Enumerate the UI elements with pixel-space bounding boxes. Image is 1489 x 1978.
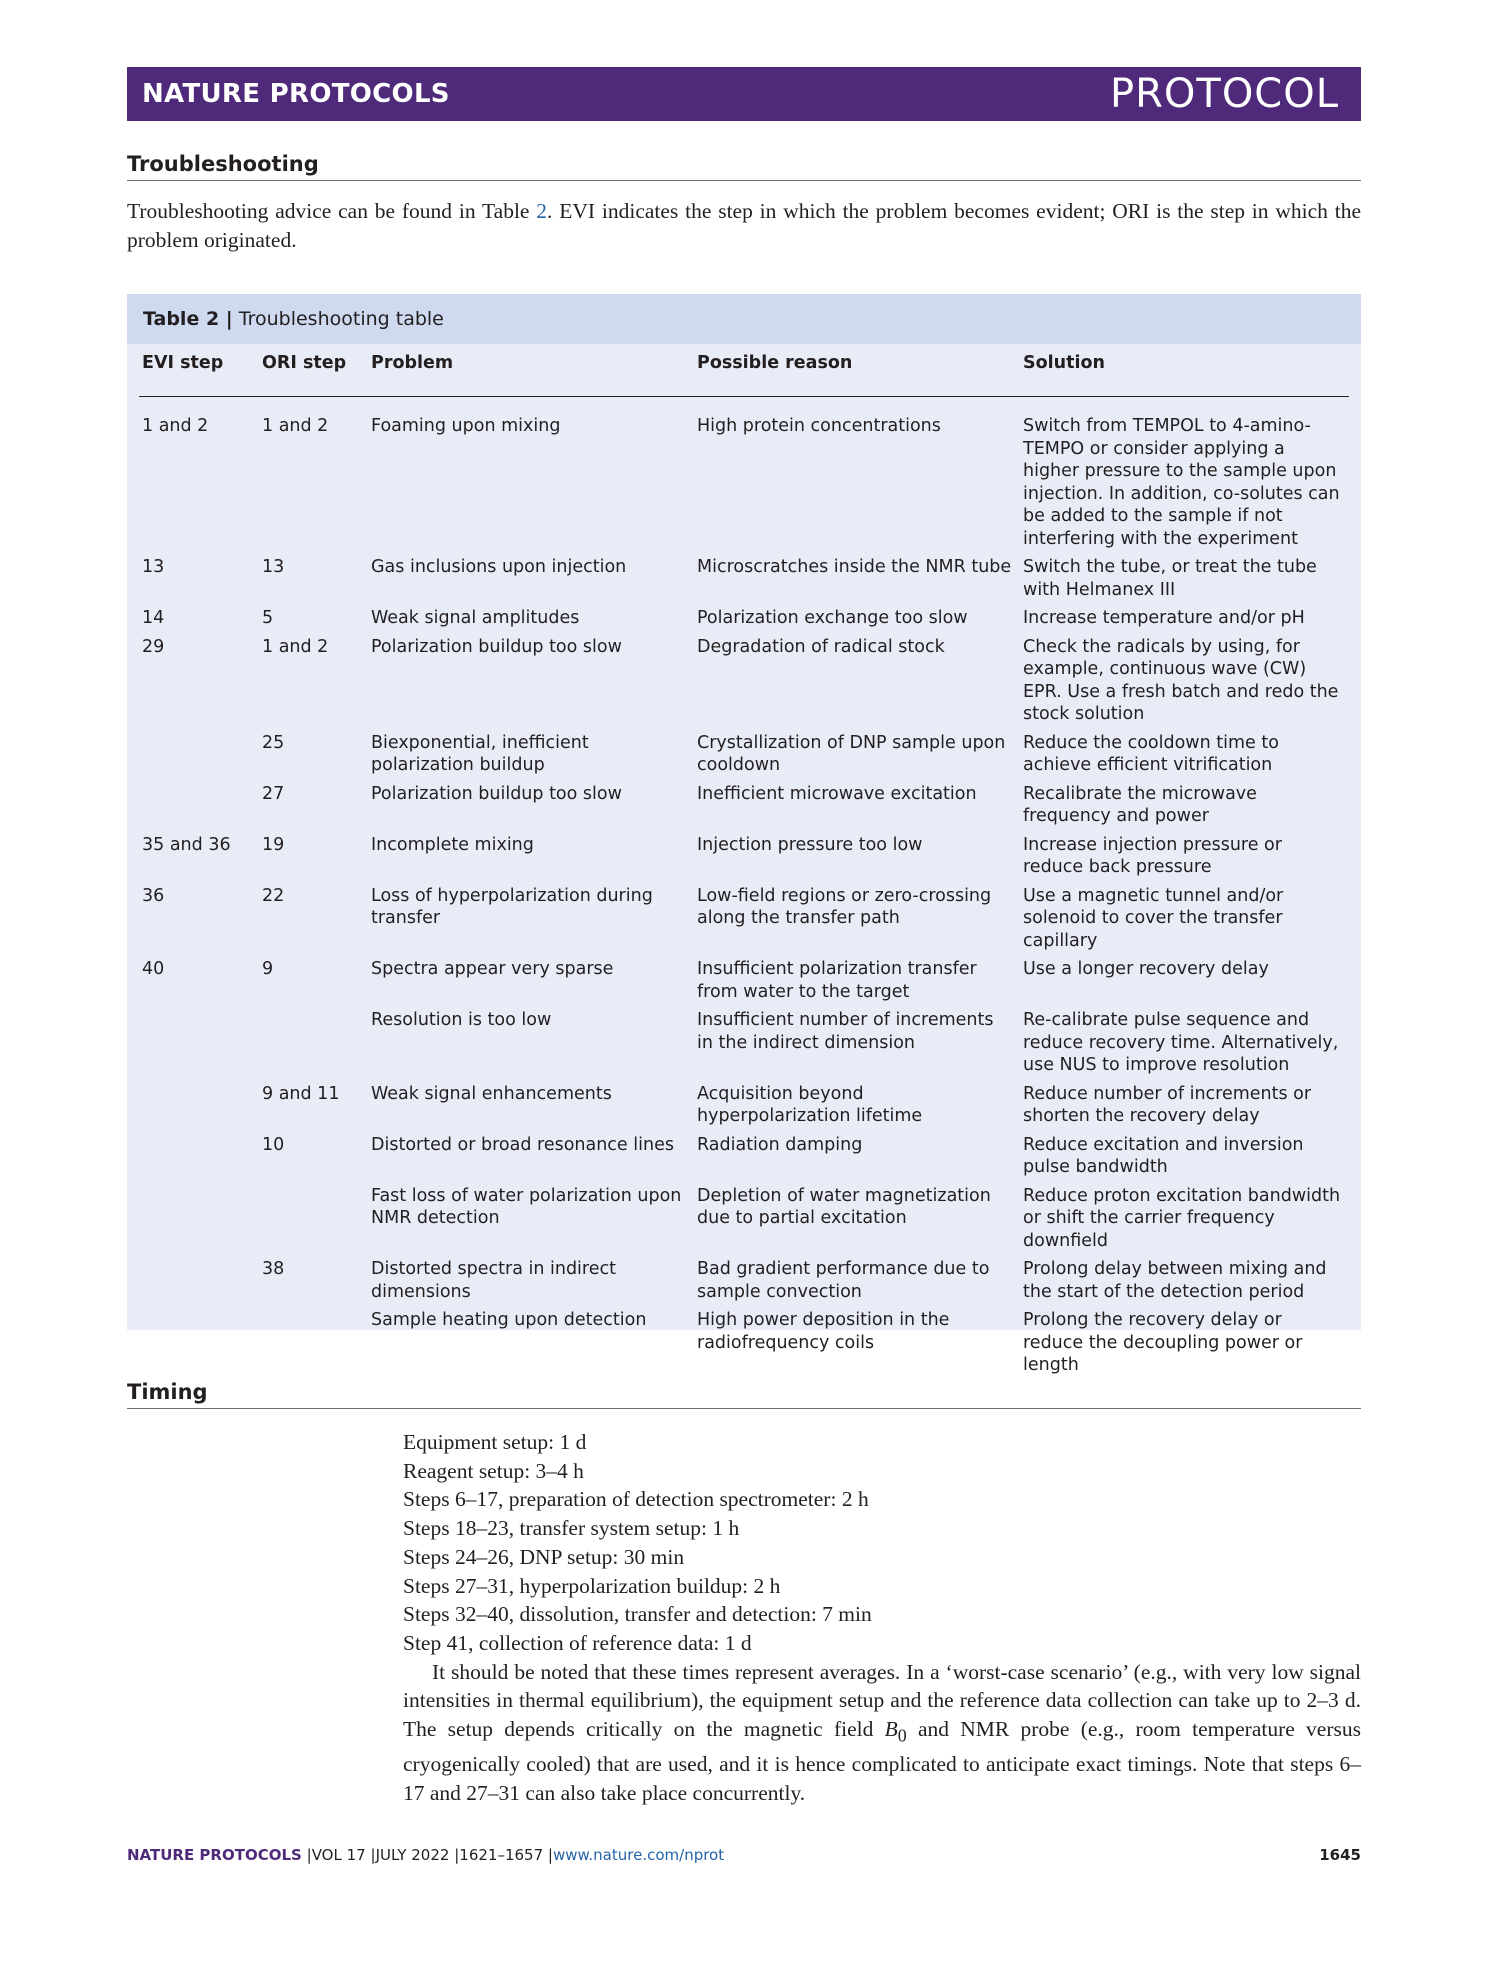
cell-evi-step: [139, 1134, 259, 1185]
cell-evi-step: [139, 783, 259, 834]
footer-pages: 1621–1657: [459, 1846, 544, 1864]
cell-problem: Polarization buildup too slow: [371, 636, 622, 657]
cell-evi-step: [139, 1185, 259, 1259]
table-row: [139, 556, 1349, 607]
cell-problem: Weak signal amplitudes: [371, 608, 580, 628]
table-row: [139, 1134, 1349, 1185]
cell-evi-step: 13: [142, 557, 165, 577]
table-row: [139, 1185, 1349, 1259]
cell-ori-step: 10: [262, 1134, 285, 1155]
table-reference-link[interactable]: 2: [536, 199, 548, 223]
table-row: [139, 636, 1349, 732]
cell-evi-step: 36: [142, 885, 165, 906]
cell-solution: Reduce the cooldown time to achieve efficient vitrification: [1023, 732, 1279, 775]
table-row: [139, 834, 1349, 885]
timing-note-start: It should be noted that these times represent averages. In a ‘worst-case scenario’ (e.g., with very low signal intensities in thermal equilibrium), the equipment setup and the reference data collection can take up to 2–3 d. The setup depends critically on the magnetic field: [403, 1659, 1361, 1742]
cell-problem: Distorted spectra in indirect dimensions: [371, 1259, 616, 1302]
table-row: [139, 1309, 1349, 1383]
cell-possible-reason: Polarization exchange too slow: [697, 608, 968, 628]
cell-ori-step: 13: [262, 557, 285, 577]
cell-ori-step: [259, 1309, 368, 1383]
footer-sep: |: [547, 1846, 553, 1864]
cell-problem: Resolution is too low: [371, 1010, 552, 1030]
cell-ori-step: 19: [262, 834, 285, 855]
intro-text-start: Troubleshooting advice can be found in Table: [127, 199, 537, 223]
journal-banner: [127, 67, 1361, 121]
timing-item: Steps 6–17, preparation of detection spectrometer: 2 h: [403, 1487, 869, 1512]
cell-solution: Switch from TEMPOL to 4-amino-TEMPO or consider applying a higher pressure to the sample upon injection. In addition, co-solutes can be added to the sample if not interfering with the experiment: [1023, 416, 1340, 549]
column-header-possible-reason: Possible reason: [694, 350, 1020, 397]
field-subscript: 0: [897, 1725, 907, 1746]
timing-item: Step 41, collection of reference data: 1 d: [403, 1630, 752, 1655]
cell-possible-reason: Crystallization of DNP sample upon cooldown: [697, 732, 1006, 775]
timing-item: Reagent setup: 3–4 h: [403, 1458, 584, 1483]
footer-sep: |: [370, 1846, 376, 1864]
footer-sep: |: [454, 1846, 460, 1864]
cell-problem: Biexponential, inefficient polarization buildup: [371, 732, 589, 775]
cell-problem: Polarization buildup too slow: [371, 783, 622, 804]
column-header-solution: Solution: [1020, 350, 1349, 397]
cell-ori-step: 5: [262, 608, 274, 628]
timing-item: Steps 24–26, DNP setup: 30 min: [403, 1544, 685, 1569]
table-row: [139, 397, 1349, 557]
footer-sep: |: [306, 1846, 312, 1864]
table-row: [139, 885, 1349, 959]
footer-journal: NATURE PROTOCOLS: [127, 1846, 302, 1864]
cell-problem: Distorted or broad resonance lines: [371, 1134, 674, 1155]
cell-ori-step: [259, 1009, 368, 1083]
table-row: [139, 1083, 1349, 1134]
timing-note: [403, 1658, 1361, 1808]
cell-possible-reason: Bad gradient performance due to sample convection: [697, 1259, 990, 1302]
cell-ori-step: 27: [262, 783, 285, 804]
cell-problem: Spectra appear very sparse: [371, 959, 614, 979]
footer-date: JULY 2022: [375, 1846, 450, 1864]
cell-solution: Use a magnetic tunnel and/or solenoid to cover the transfer capillary: [1023, 885, 1284, 951]
troubleshooting-heading: Troubleshooting: [127, 152, 1361, 181]
cell-ori-step: 1 and 2: [262, 416, 329, 436]
troubleshooting-intro: [127, 197, 1361, 255]
cell-possible-reason: Low-field regions or zero-crossing along the transfer path: [697, 885, 992, 928]
cell-ori-step: 9 and 11: [262, 1083, 340, 1104]
cell-solution: Reduce proton excitation bandwidth or shift the carrier frequency downfield: [1023, 1185, 1341, 1251]
cell-evi-step: [139, 1083, 259, 1134]
cell-solution: Increase temperature and/or pH: [1023, 608, 1305, 628]
table-header-row: [139, 350, 1349, 397]
cell-possible-reason: Acquisition beyond hyperpolarization lifetime: [697, 1083, 923, 1126]
timing-item: Steps 27–31, hyperpolarization buildup: 2 h: [403, 1573, 781, 1598]
page-number: 1645: [1319, 1846, 1361, 1864]
timing-heading: Timing: [127, 1380, 1361, 1409]
timing-item: Equipment setup: 1 d: [403, 1430, 587, 1454]
column-header-evi-step: EVI step: [139, 350, 259, 397]
cell-evi-step: [139, 1009, 259, 1083]
page-footer: [127, 1846, 1361, 1864]
troubleshooting-grid: [139, 350, 1349, 1383]
table-caption-title: Troubleshooting table: [238, 308, 444, 330]
cell-solution: Prolong the recovery delay or reduce the decoupling power or length: [1023, 1310, 1303, 1375]
cell-possible-reason: Degradation of radical stock: [697, 636, 945, 657]
cell-solution: Increase injection pressure or reduce back pressure: [1023, 834, 1282, 877]
cell-solution: Reduce excitation and inversion pulse bandwidth: [1023, 1134, 1304, 1177]
table-row: [139, 732, 1349, 783]
journal-name: NATURE PROTOCOLS: [142, 79, 450, 109]
cell-evi-step: 29: [142, 636, 165, 657]
table-caption-label: Table 2 |: [143, 308, 233, 330]
column-header-problem: Problem: [368, 350, 694, 397]
footer-volume: VOL 17: [311, 1846, 366, 1864]
cell-possible-reason: High power deposition in the radiofrequency coils: [697, 1310, 950, 1353]
timing-note-end: and NMR probe (e.g., room temperature versus cryogenically cooled) that are used, and it is hence complicated to anticipate exact timings. Note that steps 6–17 and 27–31 can also take place concurrently.: [403, 1717, 1361, 1805]
cell-evi-step: [139, 1258, 259, 1309]
cell-ori-step: 25: [262, 732, 285, 753]
cell-possible-reason: Microscratches inside the NMR tube: [697, 557, 1012, 577]
cell-evi-step: [139, 732, 259, 783]
cell-solution: Recalibrate the microwave frequency and power: [1023, 783, 1257, 826]
cell-possible-reason: Insufficient polarization transfer from water to the target: [697, 959, 977, 1002]
table-row: [139, 607, 1349, 636]
cell-solution: Prolong delay between mixing and the start of the detection period: [1023, 1259, 1327, 1302]
table-row: [139, 783, 1349, 834]
table-row: [139, 1009, 1349, 1083]
timing-item: Steps 18–23, transfer system setup: 1 h: [403, 1516, 740, 1541]
footer-url-link[interactable]: www.nature.com/nprot: [552, 1846, 725, 1864]
timing-item: Steps 32–40, dissolution, transfer and detection: 7 min: [403, 1602, 872, 1627]
cell-problem: Fast loss of water polarization upon NMR detection: [371, 1185, 682, 1228]
cell-solution: Switch the tube, or treat the tube with Helmanex III: [1023, 557, 1317, 600]
cell-evi-step: 40: [142, 959, 165, 979]
column-header-ori-step: ORI step: [259, 350, 368, 397]
cell-possible-reason: Depletion of water magnetization due to partial excitation: [697, 1185, 991, 1228]
intro-text-end: . EVI indicates the step in which the problem becomes evident; ORI is the step in which the problem originated.: [127, 199, 1361, 252]
cell-problem: Loss of hyperpolarization during transfer: [371, 885, 653, 928]
table-row: [139, 958, 1349, 1009]
cell-solution: Use a longer recovery delay: [1023, 959, 1269, 979]
timing-section: [403, 1428, 1361, 1807]
cell-problem: Foaming upon mixing: [371, 416, 561, 436]
cell-solution: Re-calibrate pulse sequence and reduce recovery time. Alternatively, use NUS to improve resolution: [1023, 1010, 1339, 1075]
cell-problem: Sample heating upon detection: [371, 1310, 647, 1330]
cell-evi-step: 35 and 36: [142, 834, 231, 855]
troubleshooting-table: [127, 294, 1361, 1375]
cell-solution: Check the radicals by using, for example, continuous wave (CW) EPR. Use a fresh batch and redo the stock solution: [1023, 636, 1339, 724]
table-caption: [127, 294, 1361, 344]
cell-possible-reason: Radiation damping: [697, 1134, 863, 1155]
cell-evi-step: 14: [142, 608, 165, 628]
cell-problem: Weak signal enhancements: [371, 1083, 612, 1104]
cell-ori-step: 38: [262, 1259, 285, 1279]
cell-ori-step: 22: [262, 885, 285, 906]
cell-ori-step: 1 and 2: [262, 636, 329, 657]
article-type: PROTOCOL: [1109, 71, 1339, 117]
cell-possible-reason: High protein concentrations: [697, 416, 941, 436]
timing-list: [403, 1428, 1361, 1658]
table-row: [139, 1258, 1349, 1309]
cell-evi-step: 1 and 2: [142, 416, 209, 436]
cell-evi-step: [139, 1309, 259, 1383]
cell-possible-reason: Insufficient number of increments in the indirect dimension: [697, 1010, 994, 1053]
cell-problem: Gas inclusions upon injection: [371, 557, 627, 577]
cell-ori-step: [259, 1185, 368, 1259]
cell-ori-step: 9: [262, 959, 274, 979]
cell-possible-reason: Inefficient microwave excitation: [697, 783, 977, 804]
field-symbol: B: [884, 1717, 898, 1742]
cell-problem: Incomplete mixing: [371, 834, 534, 855]
cell-possible-reason: Injection pressure too low: [697, 834, 923, 855]
cell-solution: Reduce number of increments or shorten the recovery delay: [1023, 1083, 1312, 1126]
